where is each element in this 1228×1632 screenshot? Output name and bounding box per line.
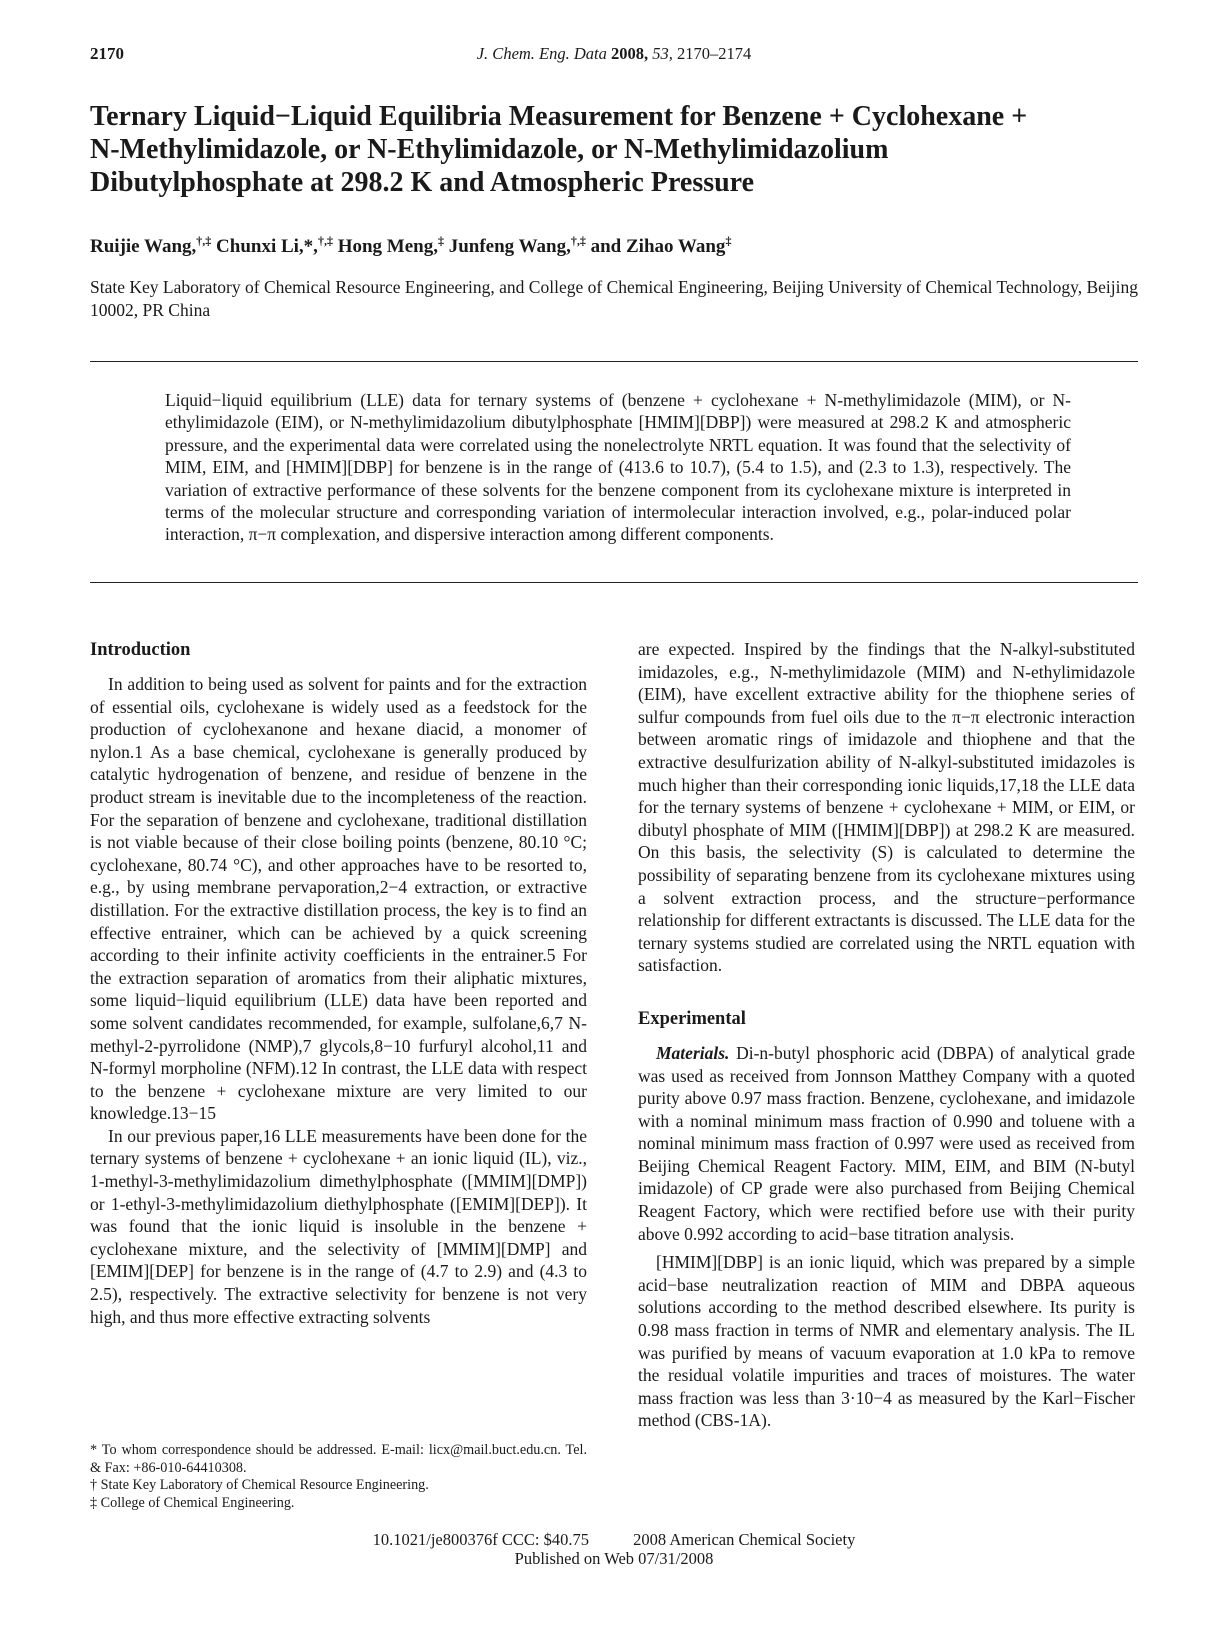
publication-date: Published on Web 07/31/2008	[514, 1549, 714, 1568]
author-marks: ‡	[437, 233, 444, 248]
affiliation: State Key Laboratory of Chemical Resource Engineering, and College of Chemical Engineering, Beijing University of Chemical Technology, Beijing 10002, PR China	[90, 277, 1139, 320]
journal-year: 2008,	[611, 44, 649, 63]
author-list	[90, 233, 732, 258]
copyright: 2008 American Chemical Society	[633, 1530, 856, 1549]
author-name: Junfeng Wang,	[448, 236, 571, 257]
journal-citation	[0, 44, 1228, 64]
section-heading-introduction: Introduction	[90, 640, 191, 660]
author-marks: ‡	[725, 233, 732, 248]
materials-runin-heading: Materials.	[656, 1042, 730, 1063]
footnote-double-dagger: ‡ College of Chemical Engineering.	[90, 1494, 295, 1511]
intro-paragraph-1: In addition to being used as solvent for paints and for the extraction of essential oils, cyclohexane is widely used as a feedstock for the production of cyclohexanone and hexane diacid, a monomer of nylon.1 As a base chemical, cyclohexane is generally produced by catalytic hydrogenation of benzene, and residue of benzene in the product stream is inevitable due to the incompleteness of the reaction. For the separation of benzene and cyclohexane, traditional distillation is not viable because of their close boiling points (benzene, 80.10 °C; cyclohexane, 80.74 °C), and other approaches have to be resorted to, e.g., by using membrane pervaporation,2−4 extraction, or extractive distillation. For the extractive distillation process, the key is to find an effective entrainer, which can be achieved by a quick screening according to their infinite activity coefficients in the entrainer.5 For the extraction separation of aromatics from their aliphatic mixtures, some liquid−liquid equilibrium (LLE) data have been reported and some solvent candidates recommended, for example, sulfolane,6,7 N-methyl-2-pyrrolidone (NMP),7 glycols,8−10 furfuryl alcohol,11 and N-formyl morpholine (NFM).12 In contrast, the LLE data with respect to the benzene + cyclohexane mixture are very limited to our knowledge.13−15	[90, 674, 587, 1124]
materials-text: Di-n-butyl phosphoric acid (DBPA) of analytical grade was used as received from Jonnson Matthey Company with a quoted purity above 0.97 mass fraction. Benzene, cyclohexane, and imidazole with a nominal minimum mass fraction of 0.990 and toluene with a nominal minimum mass fraction of 0.997 were used as received from Beijing Chemical Reagent Factory. MIM, EIM, and BIM (N-butyl imidazole) of CP grade were also purchased from Beijing Chemical Reagent Factory, which were rectified before use with their purity above 0.992 according to acid−base titration analysis.	[638, 1042, 1135, 1244]
journal-pages: 2170–2174	[677, 44, 752, 63]
abstract-bottom-rule	[90, 582, 1138, 583]
intro-paragraph-3: are expected. Inspired by the findings that the N-alkyl-substituted imidazoles, e.g., N-methylimidazole (MIM) and N-ethylimidazole (EIM), have excellent extractive ability for the thiophene series of sulfur compounds from fuel oils due to the π−π electronic interaction between aromatic rings of imidazole and thiophene and that the extractive desulfurization ability of N-alkyl-substituted imidazoles is much higher than their corresponding ionic liquids,17,18 the LLE data for the ternary systems of benzene + cyclohexane + MIM, or EIM, or dibutyl phosphate of MIM ([HMIM][DBP]) at 298.2 K are measured. On this basis, the selectivity (S) is calculated to determine the possibility of separating benzene from its cyclohexane mixtures using a solvent extraction process, and the structure−performance relationship for different extractants is discussed. The LLE data for the ternary systems studied are correlated using the NRTL equation with satisfaction.	[638, 639, 1135, 976]
title-line: N-Methylimidazole, or N-Ethylimidazole, or N-Methylimidazolium	[90, 134, 889, 165]
materials-paragraph	[638, 1042, 1135, 1245]
author-name: and Zihao Wang	[590, 236, 726, 257]
right-column	[638, 638, 1135, 1432]
page-number: 2170	[90, 44, 124, 63]
left-column	[90, 638, 587, 1328]
author-marks: †,‡	[570, 233, 586, 248]
author-name: Chunxi Li,*,	[216, 236, 318, 257]
abstract: Liquid−liquid equilibrium (LLE) data for ternary systems of (benzene + cyclohexane + N-methylimidazole (MIM), or N-ethylimidazole (EIM), or N-methylimidazolium dibutylphosphate [HMIM][DBP]) were measured at 298.2 K and atmospheric pressure, and the experimental data were correlated using the nonelectrolyte NRTL equation. It was found that the selectivity of MIM, EIM, and [HMIM][DBP] for benzene is in the range of (413.6 to 10.7), (5.4 to 1.5), and (2.3 to 1.3), respectively. The variation of extractive performance of these solvents for the benzene component from its cyclohexane mixture is interpreted in terms of the molecular structure and corresponding variation of intermolecular interaction involved, e.g., polar-induced polar interaction, π−π complexation, and dispersive interaction among different components.	[165, 390, 1071, 545]
ionic-liquid-paragraph: [HMIM][DBP] is an ionic liquid, which was prepared by a simple acid−base neutralization reaction of MIM and DBPA aqueous solutions according to the method described elsewhere. Its purity is 0.98 mass fraction in terms of NMR and elementary analysis. The IL was purified by means of vacuum evaporation at 1.0 kPa to remove the residual volatile impurities and traces of moistures. The water mass fraction was less than 3·10−4 as measured by the Karl−Fischer method (CBS-1A).	[638, 1252, 1135, 1431]
page-footer	[0, 1530, 1228, 1568]
author-name: Ruijie Wang,	[90, 236, 197, 257]
journal-volume: 53,	[652, 44, 673, 63]
abstract-top-rule	[90, 361, 1138, 362]
section-heading-experimental: Experimental	[638, 1008, 746, 1029]
footnote-correspondence: * To whom correspondence should be addressed. E-mail: licx@mail.buct.edu.cn. Tel. & Fax: +86-010-64410308.	[90, 1442, 587, 1476]
author-marks: †,‡	[317, 233, 333, 248]
footnote-dagger: † State Key Laboratory of Chemical Resource Engineering.	[90, 1477, 429, 1493]
article-title	[90, 100, 1170, 199]
title-line: Dibutylphosphate at 298.2 K and Atmospheric Pressure	[90, 167, 755, 198]
title-line: Ternary Liquid−Liquid Equilibria Measurement for Benzene + Cyclohexane +	[90, 101, 1028, 132]
doi-price: 10.1021/je800376f CCC: $40.75	[372, 1530, 589, 1549]
author-marks: †,‡	[196, 233, 212, 248]
intro-paragraph-2: In our previous paper,16 LLE measurements have been done for the ternary systems of benzene + cyclohexane + an ionic liquid (IL), viz., 1-methyl-3-methylimidazolium dimethylphosphate ([MMIM][DMP]) or 1-ethyl-3-methylimidazolium diethylphosphate ([EMIM][DEP]). It was found that the ionic liquid is insoluble in the benzene + cyclohexane mixture, and the selectivity of [MMIM][DMP] and [EMIM][DEP] for benzene is in the range of (4.7 to 2.9) and (4.3 to 2.5), respectively. The extractive selectivity for benzene is not very high, and thus more effective extracting solvents	[90, 1125, 587, 1327]
journal-name: J. Chem. Eng. Data	[476, 44, 607, 63]
footnotes	[90, 1442, 587, 1512]
author-name: Hong Meng,	[337, 236, 438, 257]
